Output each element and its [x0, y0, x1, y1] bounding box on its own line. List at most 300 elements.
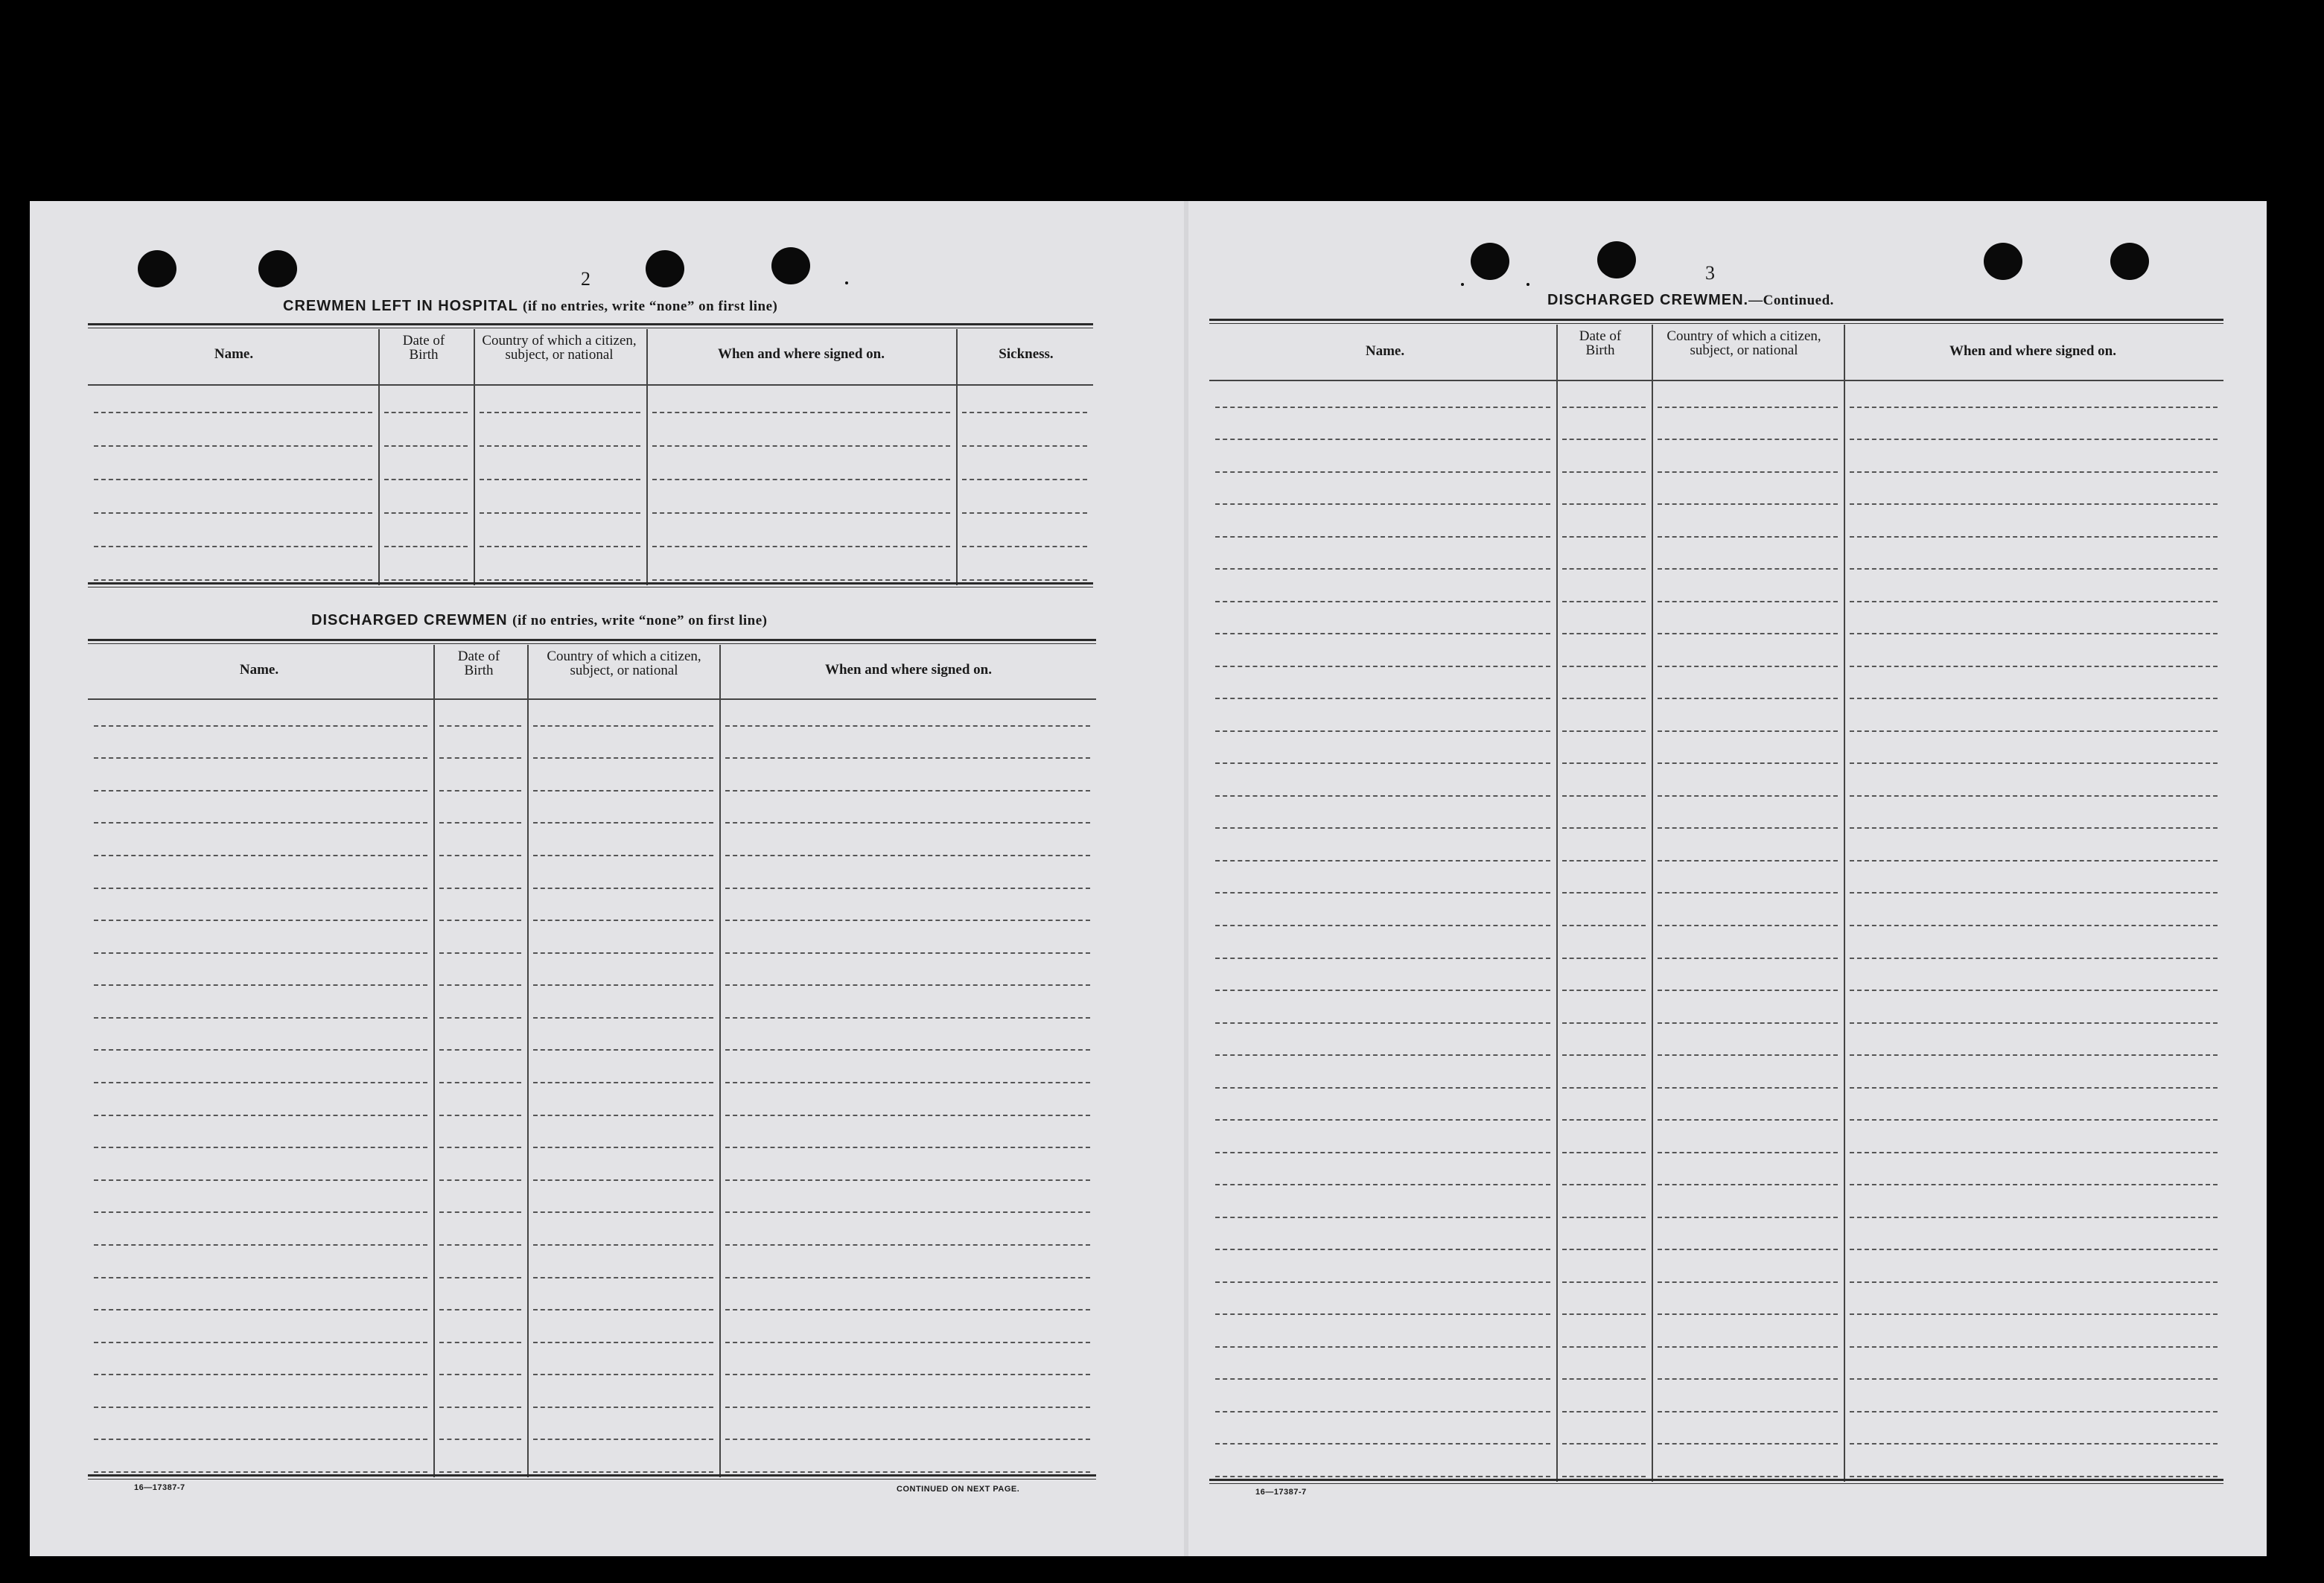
entry-line [1850, 1378, 2218, 1380]
entry-line [1562, 1281, 1646, 1283]
table-top-rule [1209, 323, 2223, 324]
entry-line [1850, 1249, 2218, 1250]
column-header: When and where signed on. [1949, 343, 2116, 359]
entry-line [962, 512, 1087, 514]
entry-line [725, 920, 1090, 921]
entry-line [1850, 1346, 2218, 1348]
entry-line [1850, 1281, 2218, 1283]
entry-line [1215, 633, 1550, 634]
entry-line [94, 1309, 427, 1310]
table-top-rule [88, 323, 1093, 325]
entry-line [725, 1082, 1090, 1083]
entry-line [533, 725, 713, 727]
entry-line [1850, 536, 2218, 538]
entry-line [94, 984, 427, 986]
column-divider [719, 645, 721, 1477]
entry-line [439, 952, 521, 954]
header-bottom-rule [1209, 380, 2223, 381]
entry-line [94, 1471, 427, 1473]
entry-line [94, 512, 372, 514]
entry-line [1658, 633, 1838, 634]
continued-note: CONTINUED ON NEXT PAGE. [897, 1485, 1020, 1494]
entry-line [480, 512, 640, 514]
entry-line [533, 1082, 713, 1083]
entry-line [533, 1115, 713, 1116]
entry-line [1215, 1119, 1550, 1121]
entry-line [1850, 1022, 2218, 1024]
entry-line [1562, 1411, 1646, 1412]
entry-line [725, 952, 1090, 954]
discharged-title-note: (if no entries, write “none” on first line) [512, 613, 768, 628]
entry-line [384, 445, 468, 447]
discharged-continued-suffix: —Continued. [1748, 293, 1834, 308]
entry-line [1658, 1443, 1838, 1445]
discharged-continued-title-text: DISCHARGED CREWMEN. [1547, 292, 1749, 308]
entry-line [1215, 1476, 1550, 1477]
entry-line [725, 1407, 1090, 1408]
entry-line [1215, 1249, 1550, 1250]
column-header: Date of Birth [1579, 328, 1622, 358]
entry-line [1562, 698, 1646, 699]
hospital-title-text: CREWMEN LEFT IN HOSPITAL [283, 298, 518, 314]
entry-line [1658, 990, 1838, 991]
entry-line [533, 1439, 713, 1440]
entry-line [1658, 568, 1838, 570]
header-bottom-rule [88, 698, 1096, 700]
column-divider [474, 329, 475, 585]
entry-line [439, 1179, 521, 1181]
entry-line [1658, 503, 1838, 505]
entry-line [1658, 1217, 1838, 1218]
entry-line [533, 1017, 713, 1019]
entry-line [1562, 439, 1646, 440]
entry-line [94, 1407, 427, 1408]
entry-line [1658, 666, 1838, 667]
entry-line [1215, 1411, 1550, 1412]
entry-line [94, 757, 427, 759]
entry-line [1850, 1313, 2218, 1315]
entry-line [1562, 762, 1646, 764]
punch-hole [258, 250, 297, 287]
column-divider [527, 645, 529, 1477]
entry-line [1215, 827, 1550, 829]
entry-line [1850, 1476, 2218, 1477]
column-header: Country of which a citizen, subject, or national [1666, 328, 1821, 358]
table-bottom-rule [88, 1479, 1096, 1480]
entry-line [94, 1049, 427, 1051]
entry-line [1562, 990, 1646, 991]
entry-line [1658, 1346, 1838, 1348]
column-header: Name. [214, 346, 254, 362]
entry-line [533, 1147, 713, 1148]
entry-line [1562, 407, 1646, 408]
entry-line [533, 1179, 713, 1181]
entry-line [725, 1309, 1090, 1310]
entry-line [533, 1049, 713, 1051]
entry-line [533, 790, 713, 792]
entry-line [533, 1342, 713, 1343]
entry-line [652, 479, 950, 480]
entry-line [384, 546, 468, 547]
entry-line [1658, 892, 1838, 894]
entry-line [439, 757, 521, 759]
entry-line [480, 479, 640, 480]
entry-line [1215, 990, 1550, 991]
table-top-rule [88, 643, 1096, 644]
entry-line [652, 512, 950, 514]
entry-line [533, 1407, 713, 1408]
entry-line [1562, 633, 1646, 634]
punch-hole [2110, 243, 2149, 280]
entry-line [439, 822, 521, 824]
entry-line [439, 1211, 521, 1213]
entry-line [1850, 892, 2218, 894]
column-divider [1844, 325, 1845, 1482]
entry-line [1215, 892, 1550, 894]
entry-line [1562, 1346, 1646, 1348]
entry-line [1850, 860, 2218, 861]
speck [1526, 283, 1529, 286]
entry-line [1658, 1184, 1838, 1185]
entry-line [1658, 439, 1838, 440]
entry-line [1215, 730, 1550, 732]
entry-line [725, 984, 1090, 986]
form-number: 16—17387-7 [134, 1483, 185, 1492]
entry-line [94, 579, 372, 581]
entry-line [1215, 503, 1550, 505]
entry-line [1562, 1378, 1646, 1380]
entry-line [1562, 1022, 1646, 1024]
entry-line [1562, 568, 1646, 570]
entry-line [1658, 1281, 1838, 1283]
entry-line [1562, 1152, 1646, 1153]
column-header: Sickness. [999, 346, 1054, 362]
entry-line [384, 479, 468, 480]
column-header: Date of Birth [457, 649, 500, 678]
entry-line [439, 1017, 521, 1019]
entry-line [384, 412, 468, 413]
entry-line [1658, 1152, 1838, 1153]
entry-line [1850, 730, 2218, 732]
page-number: 3 [1705, 262, 1715, 284]
entry-line [1850, 698, 2218, 699]
entry-line [1215, 666, 1550, 667]
entry-line [1850, 1217, 2218, 1218]
entry-line [94, 1439, 427, 1440]
entry-line [439, 1277, 521, 1278]
entry-line [94, 1017, 427, 1019]
entry-line [533, 1244, 713, 1246]
entry-line [725, 1439, 1090, 1440]
entry-line [1215, 1054, 1550, 1056]
entry-line [1562, 1443, 1646, 1445]
entry-line [1215, 1217, 1550, 1218]
entry-line [94, 546, 372, 547]
entry-line [94, 1082, 427, 1083]
table-bottom-rule [1209, 1483, 2223, 1484]
entry-line [533, 1374, 713, 1375]
entry-line [1215, 795, 1550, 797]
entry-line [1562, 1054, 1646, 1056]
table-bottom-rule [88, 582, 1093, 585]
entry-line [1215, 1281, 1550, 1283]
entry-line [1850, 990, 2218, 991]
entry-line [1850, 1443, 2218, 1445]
entry-line [1562, 666, 1646, 667]
entry-line [1658, 698, 1838, 699]
entry-line [1850, 633, 2218, 634]
entry-line [1562, 925, 1646, 926]
discharged-title-text: DISCHARGED CREWMEN [311, 612, 508, 628]
entry-line [94, 1277, 427, 1278]
column-header: When and where signed on. [717, 346, 885, 362]
entry-line [1562, 827, 1646, 829]
entry-line [1658, 1476, 1838, 1477]
entry-line [652, 546, 950, 547]
punch-hole [1471, 243, 1509, 280]
entry-line [652, 445, 950, 447]
entry-line [1562, 730, 1646, 732]
entry-line [94, 822, 427, 824]
column-divider [378, 329, 380, 585]
entry-line [94, 1179, 427, 1181]
punch-hole [1597, 241, 1636, 278]
entry-line [533, 1471, 713, 1473]
entry-line [1850, 1152, 2218, 1153]
entry-line [962, 479, 1087, 480]
entry-line [94, 1211, 427, 1213]
entry-line [94, 790, 427, 792]
entry-line [94, 725, 427, 727]
entry-line [1658, 860, 1838, 861]
entry-line [1850, 471, 2218, 473]
hospital-section-title [283, 298, 777, 315]
entry-line [725, 855, 1090, 856]
entry-line [533, 822, 713, 824]
entry-line [439, 855, 521, 856]
entry-line [384, 512, 468, 514]
column-divider [956, 329, 958, 585]
entry-line [439, 1407, 521, 1408]
speck [845, 281, 848, 284]
entry-line [1215, 1184, 1550, 1185]
column-divider [1652, 325, 1653, 1482]
entry-line [1850, 601, 2218, 602]
entry-line [962, 445, 1087, 447]
entry-line [1562, 536, 1646, 538]
entry-line [439, 1342, 521, 1343]
entry-line [533, 952, 713, 954]
entry-line [439, 1471, 521, 1473]
column-header: When and where signed on. [824, 662, 992, 678]
entry-line [533, 888, 713, 889]
entry-line [1215, 439, 1550, 440]
entry-line [439, 1049, 521, 1051]
entry-line [1850, 1119, 2218, 1121]
entry-line [1215, 471, 1550, 473]
entry-line [652, 579, 950, 581]
header-bottom-rule [88, 384, 1093, 386]
column-header: Country of which a citizen, subject, or national [547, 649, 701, 678]
column-header: Date of Birth [402, 333, 445, 363]
discharged-continued-title [1547, 292, 1834, 309]
entry-line [94, 1147, 427, 1148]
entry-line [1658, 958, 1838, 959]
entry-line [480, 579, 640, 581]
entry-line [480, 412, 640, 413]
table-bottom-rule [1209, 1479, 2223, 1481]
entry-line [1215, 1378, 1550, 1380]
entry-line [1562, 1476, 1646, 1477]
entry-line [725, 790, 1090, 792]
entry-line [1658, 762, 1838, 764]
entry-line [533, 920, 713, 921]
entry-line [1562, 958, 1646, 959]
entry-line [1850, 666, 2218, 667]
entry-line [1215, 698, 1550, 699]
entry-line [652, 412, 950, 413]
entry-line [962, 579, 1087, 581]
right-page [1162, 201, 2267, 1556]
entry-line [533, 1309, 713, 1310]
entry-line [725, 1342, 1090, 1343]
hospital-title-note: (if no entries, write “none” on first line) [523, 299, 778, 314]
entry-line [1658, 1313, 1838, 1315]
entry-line [533, 1277, 713, 1278]
entry-line [94, 1342, 427, 1343]
entry-line [1658, 1378, 1838, 1380]
entry-line [384, 579, 468, 581]
entry-line [1562, 1249, 1646, 1250]
table-bottom-rule [88, 1474, 1096, 1477]
punch-hole [646, 250, 684, 287]
entry-line [94, 952, 427, 954]
entry-line [1850, 503, 2218, 505]
entry-line [439, 1439, 521, 1440]
entry-line [1850, 958, 2218, 959]
entry-line [94, 412, 372, 413]
punch-hole [771, 247, 810, 284]
entry-line [1850, 827, 2218, 829]
entry-line [439, 790, 521, 792]
entry-line [439, 984, 521, 986]
entry-line [1562, 795, 1646, 797]
form-number: 16—17387-7 [1255, 1488, 1307, 1497]
entry-line [1215, 1022, 1550, 1024]
entry-line [725, 1049, 1090, 1051]
entry-line [1215, 1087, 1550, 1089]
column-header: Name. [239, 662, 279, 678]
entry-line [439, 888, 521, 889]
entry-line [1658, 925, 1838, 926]
entry-line [439, 1244, 521, 1246]
entry-line [1215, 925, 1550, 926]
entry-line [1215, 860, 1550, 861]
entry-line [1850, 568, 2218, 570]
entry-line [1562, 601, 1646, 602]
entry-line [725, 757, 1090, 759]
entry-line [439, 1115, 521, 1116]
punch-hole [1984, 243, 2022, 280]
entry-line [1562, 1217, 1646, 1218]
entry-line [1850, 795, 2218, 797]
entry-line [1215, 536, 1550, 538]
entry-line [725, 1471, 1090, 1473]
entry-line [1658, 1054, 1838, 1056]
entry-line [725, 1374, 1090, 1375]
punch-hole [138, 250, 176, 287]
entry-line [1850, 762, 2218, 764]
column-header: Country of which a citizen, subject, or national [482, 333, 637, 363]
entry-line [725, 888, 1090, 889]
entry-line [1215, 1313, 1550, 1315]
entry-line [1658, 601, 1838, 602]
entry-line [1562, 892, 1646, 894]
entry-line [725, 1211, 1090, 1213]
entry-line [725, 822, 1090, 824]
entry-line [1850, 925, 2218, 926]
left-page [30, 201, 1188, 1556]
entry-line [1215, 1443, 1550, 1445]
entry-line [1658, 827, 1838, 829]
entry-line [1658, 1087, 1838, 1089]
entry-line [725, 1147, 1090, 1148]
entry-line [725, 1017, 1090, 1019]
entry-line [1658, 795, 1838, 797]
entry-line [1215, 568, 1550, 570]
entry-line [533, 984, 713, 986]
entry-line [439, 1082, 521, 1083]
entry-line [94, 1244, 427, 1246]
entry-line [480, 445, 640, 447]
entry-line [94, 855, 427, 856]
entry-line [1215, 601, 1550, 602]
entry-line [1658, 1411, 1838, 1412]
entry-line [1562, 1184, 1646, 1185]
entry-line [725, 1244, 1090, 1246]
entry-line [725, 1277, 1090, 1278]
entry-line [439, 920, 521, 921]
table-top-rule [1209, 319, 2223, 321]
entry-line [439, 1147, 521, 1148]
entry-line [94, 479, 372, 480]
column-header: Name. [1365, 343, 1405, 359]
entry-line [94, 445, 372, 447]
entry-line [1850, 439, 2218, 440]
speck [1461, 283, 1464, 286]
entry-line [1215, 1346, 1550, 1348]
entry-line [962, 412, 1087, 413]
entry-line [1658, 407, 1838, 408]
page-fold [1184, 201, 1188, 1556]
column-divider [1556, 325, 1558, 1482]
entry-line [533, 1211, 713, 1213]
entry-line [94, 1374, 427, 1375]
entry-line [1658, 1022, 1838, 1024]
entry-line [1215, 762, 1550, 764]
column-divider [433, 645, 435, 1477]
entry-line [725, 725, 1090, 727]
entry-line [1850, 1087, 2218, 1089]
entry-line [1562, 860, 1646, 861]
entry-line [1658, 1249, 1838, 1250]
entry-line [1215, 407, 1550, 408]
entry-line [1658, 1119, 1838, 1121]
entry-line [1562, 471, 1646, 473]
entry-line [439, 1309, 521, 1310]
entry-line [725, 1115, 1090, 1116]
entry-line [1562, 503, 1646, 505]
